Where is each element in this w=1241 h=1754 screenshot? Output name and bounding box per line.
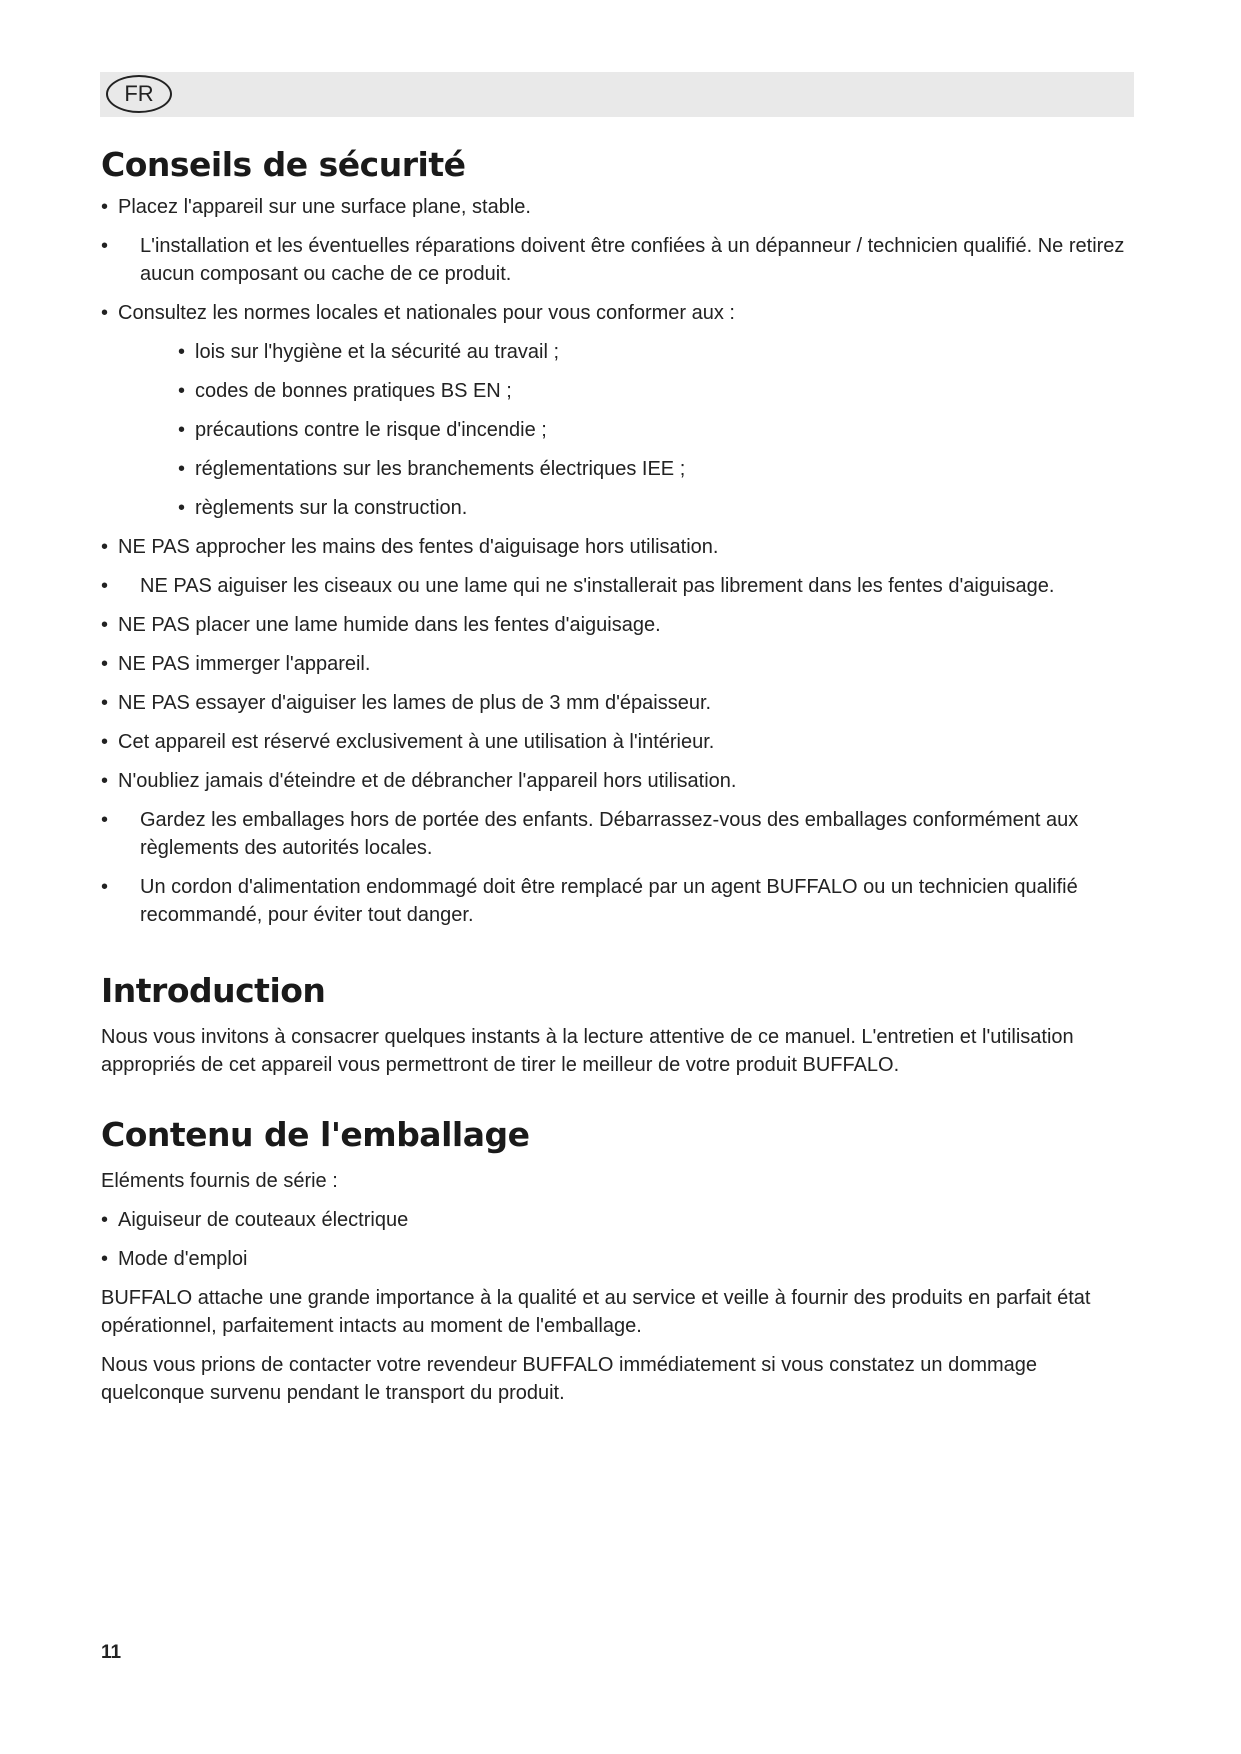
package-contents-list xyxy=(101,1206,1141,1273)
sub-list-item: • réglementations sur les branchements électriques IEE ; xyxy=(101,455,1141,483)
language-header-bar xyxy=(100,72,1134,117)
list-item: • L'installation et les éventuelles réparations doivent être confiées à un dépanneur / technicien qualifié. Ne retirez aucun composant ou cache de ce produit. xyxy=(101,232,1141,288)
list-item: • Cet appareil est réservé exclusivement à une utilisation à l'intérieur. xyxy=(101,728,1141,756)
quality-paragraph: BUFFALO attache une grande importance à la qualité et au service et veille à fournir des produits en parfait état opérationnel, parfaitement intacts au moment de l'emballage. xyxy=(101,1287,1091,1337)
list-item: • NE PAS immerger l'appareil. xyxy=(101,650,1141,678)
sub-list-item: • codes de bonnes pratiques BS EN ; xyxy=(101,377,1141,405)
introduction-text: Nous vous invitons à consacrer quelques instants à la lecture attentive de ce manuel. L'entretien et l'utilisation appropriés de cet appareil vous permettront de tirer le meilleur de votre produit BUFFALO. xyxy=(101,1026,1074,1076)
package-contents-lead: Eléments fournis de série : xyxy=(101,1170,338,1192)
list-item: • NE PAS placer une lame humide dans les fentes d'aiguisage. xyxy=(101,611,1141,639)
list-item: • Gardez les emballages hors de portée des enfants. Débarrassez-vous des emballages conformément aux règlements des autorités locales. xyxy=(101,806,1141,862)
sub-list-item: • règlements sur la construction. xyxy=(101,494,1141,522)
list-item: • Un cordon d'alimentation endommagé doit être remplacé par un agent BUFFALO ou un technicien qualifié recommandé, pour éviter tout danger. xyxy=(101,873,1141,929)
list-item: • N'oubliez jamais d'éteindre et de débrancher l'appareil hors utilisation. xyxy=(101,767,1141,795)
list-item: • NE PAS aiguiser les ciseaux ou une lame qui ne s'installerait pas librement dans les fentes d'aiguisage. xyxy=(101,572,1141,600)
list-item: • Aiguiseur de couteaux électrique xyxy=(101,1206,1141,1234)
list-item: • Consultez les normes locales et nationales pour vous conformer aux : xyxy=(101,299,1141,327)
page-number: 11 xyxy=(101,1642,122,1663)
page-content xyxy=(101,137,1141,1418)
safety-title: Conseils de sécurité xyxy=(101,145,466,184)
introduction-title: Introduction xyxy=(101,971,326,1010)
sub-list-item: • lois sur l'hygiène et la sécurité au travail ; xyxy=(101,338,1141,366)
sub-list-item: • précautions contre le risque d'incendie ; xyxy=(101,416,1141,444)
language-badge: FR xyxy=(106,75,172,113)
list-item: • NE PAS essayer d'aiguiser les lames de plus de 3 mm d'épaisseur. xyxy=(101,689,1141,717)
list-item: • Mode d'emploi xyxy=(101,1245,1141,1273)
list-item: • Placez l'appareil sur une surface plane, stable. xyxy=(101,193,1141,221)
list-item: • NE PAS approcher les mains des fentes d'aiguisage hors utilisation. xyxy=(101,533,1141,561)
safety-list xyxy=(101,193,1141,929)
package-contents-title: Contenu de l'emballage xyxy=(101,1115,530,1154)
contact-paragraph: Nous vous prions de contacter votre revendeur BUFFALO immédiatement si vous constatez un dommage quelconque survenu pendant le transport du produit. xyxy=(101,1354,1038,1404)
